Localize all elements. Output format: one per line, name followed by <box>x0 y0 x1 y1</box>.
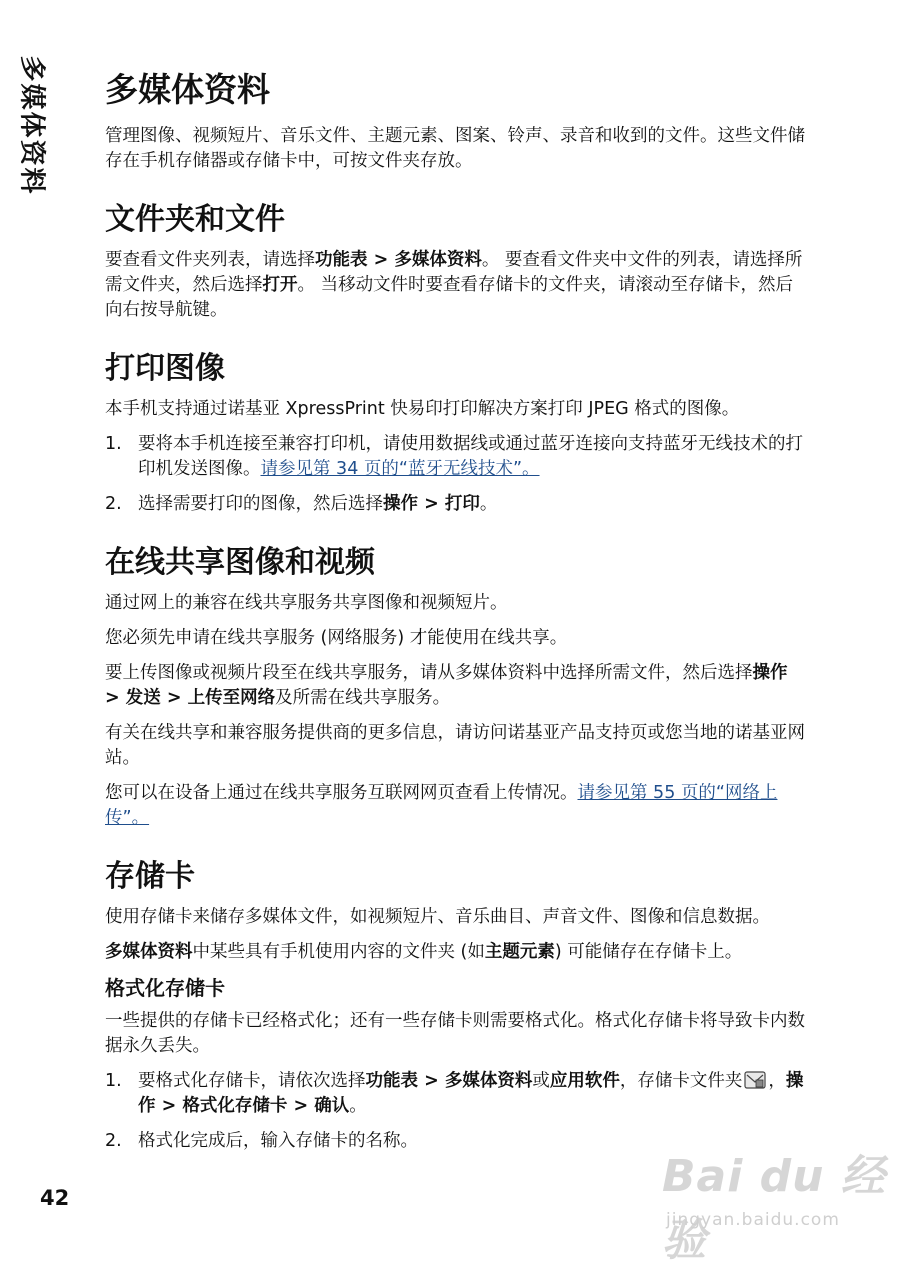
gallery-term: 多媒体资料 <box>394 249 482 270</box>
watermark-logo: Bai du 经验 <box>662 1151 886 1266</box>
step-number: 2. <box>105 493 122 514</box>
card-p1: 使用存储卡来储存多媒体文件，如视频短片、音乐曲目、声音文件、图像和信息数据。 <box>105 906 770 927</box>
share-p2: 您必须先申请在线共享服务 (网络服务) 才能使用在线共享。 <box>105 627 568 648</box>
watermark-url: jingyan.baidu.com <box>666 1210 840 1230</box>
step-number: 1. <box>105 433 122 454</box>
list-item: 1. 要将本手机连接至兼容打印机，请使用数据线或通过蓝牙连接向支持蓝牙无线技术的打印机发送图像。请参见第 34 页的“蓝牙无线技术”。 <box>105 433 803 479</box>
open-term: 打开 <box>262 274 298 295</box>
page-title: 多媒体资料 <box>105 70 270 109</box>
card-p2: 多媒体资料中某些具有手机使用内容的文件夹 (如主题元素) 可能储存在存储卡上。 <box>105 941 743 962</box>
list-item: 1. 要格式化存储卡，请依次选择功能表 > 多媒体资料或应用软件，存储卡文件夹 ，操作 > 格式化存储卡 > 确认。 <box>105 1070 804 1116</box>
side-tab <box>8 30 60 220</box>
share-p5: 您可以在设备上通过在线共享服务互联网网页查看上传情况。请参见第 55 页的“网络上传”。 <box>105 782 778 828</box>
side-tab-label: 多媒体资料 <box>16 54 47 196</box>
page-number: 42 <box>40 1186 70 1210</box>
format-paragraph: 一些提供的存储卡已经格式化；还有一些存储卡则需要格式化。格式化存储卡将导致卡内数据永久丢失。 <box>105 1010 805 1056</box>
share-p4: 有关在线共享和兼容服务提供商的更多信息，请访问诺基亚产品支持页或您当地的诺基亚网站。 <box>105 722 805 768</box>
watermark <box>662 1140 912 1270</box>
intro-text: 管理图像、视频短片、音乐文件、主题元素、图案、铃声、录音和收到的文件。这些文件储存在手机存储器或存储卡中，可按文件夹存放。 <box>105 125 805 171</box>
web-upload-link[interactable]: 请参见第 55 页的“网络上传”。 <box>105 782 778 828</box>
section-print <box>105 351 805 517</box>
section-share <box>105 545 805 831</box>
format-heading: 格式化存储卡 <box>105 975 225 1000</box>
page-content <box>105 70 805 1164</box>
step-number: 2. <box>105 1130 122 1151</box>
section-folders <box>105 202 805 323</box>
share-heading: 在线共享图像和视频 <box>105 544 375 580</box>
folders-paragraph: 要查看文件夹列表，请选择功能表 > 多媒体资料。 要查看文件夹中文件的列表，请选择所需文件夹，然后选择打开。 当移动文件时要查看存储卡的文件夹，请滚动至存储卡，然后向右按导航键。 <box>105 249 803 320</box>
bluetooth-link[interactable]: 请参见第 34 页的“蓝牙无线技术”。 <box>260 458 540 479</box>
share-p1: 通过网上的兼容在线共享服务共享图像和视频短片。 <box>105 592 508 613</box>
folders-heading: 文件夹和文件 <box>105 201 285 237</box>
list-item: 2. 选择需要打印的图像，然后选择操作 > 打印。 <box>105 492 805 517</box>
card-heading: 存储卡 <box>105 858 195 894</box>
print-intro: 本手机支持通过诺基亚 XpressPrint 快易印打印解决方案打印 JPEG 格式的图像。 <box>105 398 740 419</box>
memory-card-folder-icon <box>744 1070 766 1090</box>
step-number: 1. <box>105 1070 122 1091</box>
section-card <box>105 859 805 1154</box>
menu-term: 功能表 <box>315 249 368 270</box>
print-heading: 打印图像 <box>105 350 225 386</box>
share-p3: 要上传图像或视频片段至在线共享服务，请从多媒体资料中选择所需文件，然后选择操作 > 发送 > 上传至网络及所需在线共享服务。 <box>105 662 788 708</box>
print-steps <box>105 432 805 517</box>
list-item: 2. 格式化完成后，输入存储卡的名称。 <box>105 1129 805 1154</box>
